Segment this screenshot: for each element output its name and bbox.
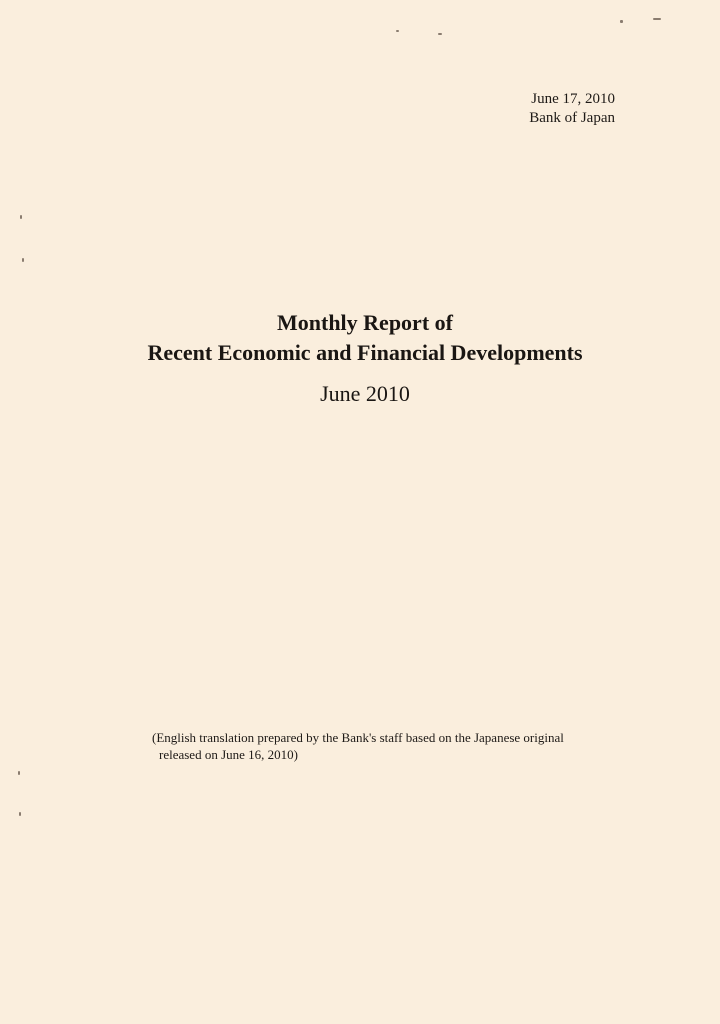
- report-title-line-2: Recent Economic and Financial Developments: [147, 340, 583, 365]
- scan-speck: [19, 812, 21, 816]
- scan-speck: [22, 258, 24, 262]
- translation-note: [152, 729, 564, 763]
- scan-speck: [20, 215, 22, 219]
- report-title-line-1: Monthly Report of: [277, 310, 453, 335]
- issuing-institution: Bank of Japan: [529, 110, 615, 126]
- translation-note-line-2: released on June 16, 2010): [159, 747, 298, 762]
- scan-speck: [653, 18, 661, 20]
- report-title-block: [0, 308, 720, 408]
- release-date: June 17, 2010: [531, 91, 615, 107]
- scan-speck: [18, 771, 20, 775]
- report-period: June 2010: [320, 381, 410, 406]
- document-header: [529, 90, 615, 128]
- translation-note-line-1: (English translation prepared by the Bank's staff based on the Japanese original: [152, 730, 564, 745]
- scan-speck: [620, 20, 623, 23]
- scan-speck: [438, 33, 442, 35]
- scan-speck: [396, 30, 399, 32]
